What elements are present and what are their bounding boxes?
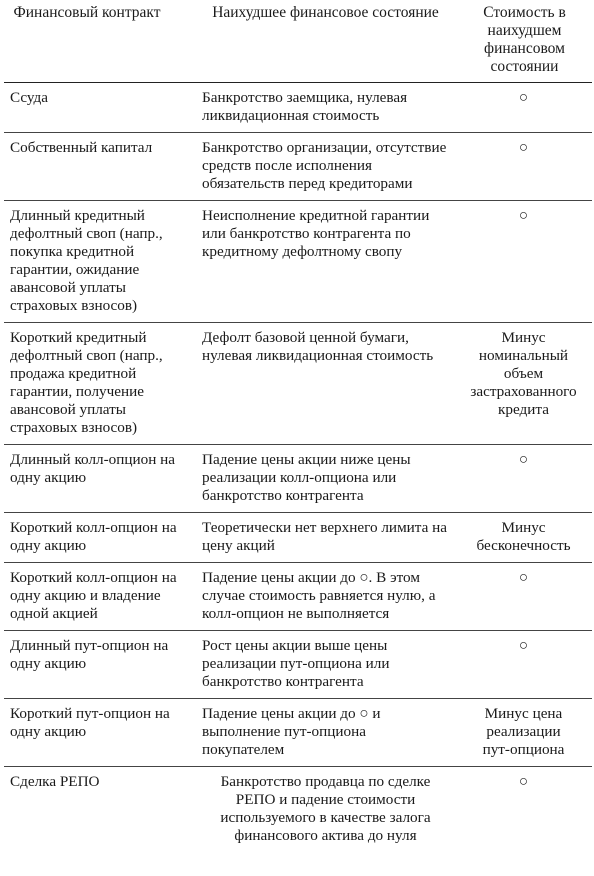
cell-worst-state: Падение цены акции ниже цены реализации колл-опциона или банкротство контрагента bbox=[196, 445, 455, 513]
header-contract: Финансовый контракт bbox=[4, 0, 196, 83]
cell-value: ○ bbox=[455, 201, 592, 323]
cell-value: ○ bbox=[455, 83, 592, 133]
cell-contract: Короткий кредитный дефолтный своп (напр., продажа кредитной гарантии, получение авансовой уплаты страховых взносов) bbox=[4, 323, 196, 445]
cell-contract: Длинный кредитный дефолтный своп (напр., покупка кредитной гарантии, ожидание авансовой уплаты страховых взносов) bbox=[4, 201, 196, 323]
cell-contract: Длинный пут-опцион на одну акцию bbox=[4, 631, 196, 699]
cell-contract: Сделка РЕПО bbox=[10, 773, 100, 790]
table-row bbox=[4, 699, 592, 767]
cell-contract: Короткий пут-опцион на одну акцию bbox=[4, 699, 196, 767]
table-row bbox=[4, 767, 592, 853]
table-row bbox=[4, 513, 592, 563]
cell-worst-state: Рост цены акции выше цены реализации пут-опциона или банкротство контрагента bbox=[196, 631, 455, 699]
cell-worst-state: Неисполнение кредитной гарантии или банкротство контрагента по кредитному дефолтному свопу bbox=[196, 201, 455, 323]
cell-worst-state: Банкротство продавца по сделке РЕПО и падение стоимости используемого в качестве залога финансового актива до нуля bbox=[220, 773, 431, 844]
cell-value: Минус номинальный объем застрахованного кредита bbox=[455, 323, 592, 445]
table-row bbox=[4, 445, 592, 513]
table-row bbox=[4, 83, 592, 133]
cell-value: ○ bbox=[455, 445, 592, 513]
cell-contract: Ссуда bbox=[4, 83, 196, 133]
table-row bbox=[4, 201, 592, 323]
cell-value: Минус цена реализации пут-опциона bbox=[455, 699, 592, 767]
header-worst-state: Наихудшее финансовое состояние bbox=[196, 0, 455, 83]
cell-contract: Короткий колл-опцион на одну акцию bbox=[4, 513, 196, 563]
cell-value: ○ bbox=[518, 773, 529, 790]
table-row bbox=[4, 133, 592, 201]
cell-worst-state: Дефолт базовой ценной бумаги, нулевая ликвидационная стоимость bbox=[196, 323, 455, 445]
cell-worst-state: Банкротство организации, отсутствие средств после исполнения обязательств перед кредиторами bbox=[196, 133, 455, 201]
cell-value: ○ bbox=[455, 631, 592, 699]
cell-contract: Собственный капитал bbox=[4, 133, 196, 201]
table-row bbox=[4, 631, 592, 699]
cell-contract: Длинный колл-опцион на одну акцию bbox=[4, 445, 196, 513]
cell-value: Минус бесконечность bbox=[455, 513, 592, 563]
financial-contracts-table bbox=[4, 0, 592, 852]
cell-worst-state: Теоретически нет верхнего лимита на цену акций bbox=[196, 513, 455, 563]
table-row bbox=[4, 323, 592, 445]
table-header-row bbox=[4, 0, 592, 83]
cell-worst-state: Падение цены акции до ○. В этом случае стоимость равняется нулю, а колл-опцион не выполняется bbox=[196, 563, 455, 631]
table-row bbox=[4, 563, 592, 631]
cell-contract: Короткий колл-опцион на одну акцию и владение одной акцией bbox=[4, 563, 196, 631]
cell-value: ○ bbox=[455, 133, 592, 201]
cell-value: ○ bbox=[455, 563, 592, 631]
cell-worst-state: Банкротство заемщика, нулевая ликвидационная стоимость bbox=[196, 83, 455, 133]
header-value: Стоимость в наихудшем финансовом состоянии bbox=[455, 0, 592, 83]
cell-worst-state: Падение цены акции до ○ и выполнение пут-опциона покупателем bbox=[196, 699, 455, 767]
